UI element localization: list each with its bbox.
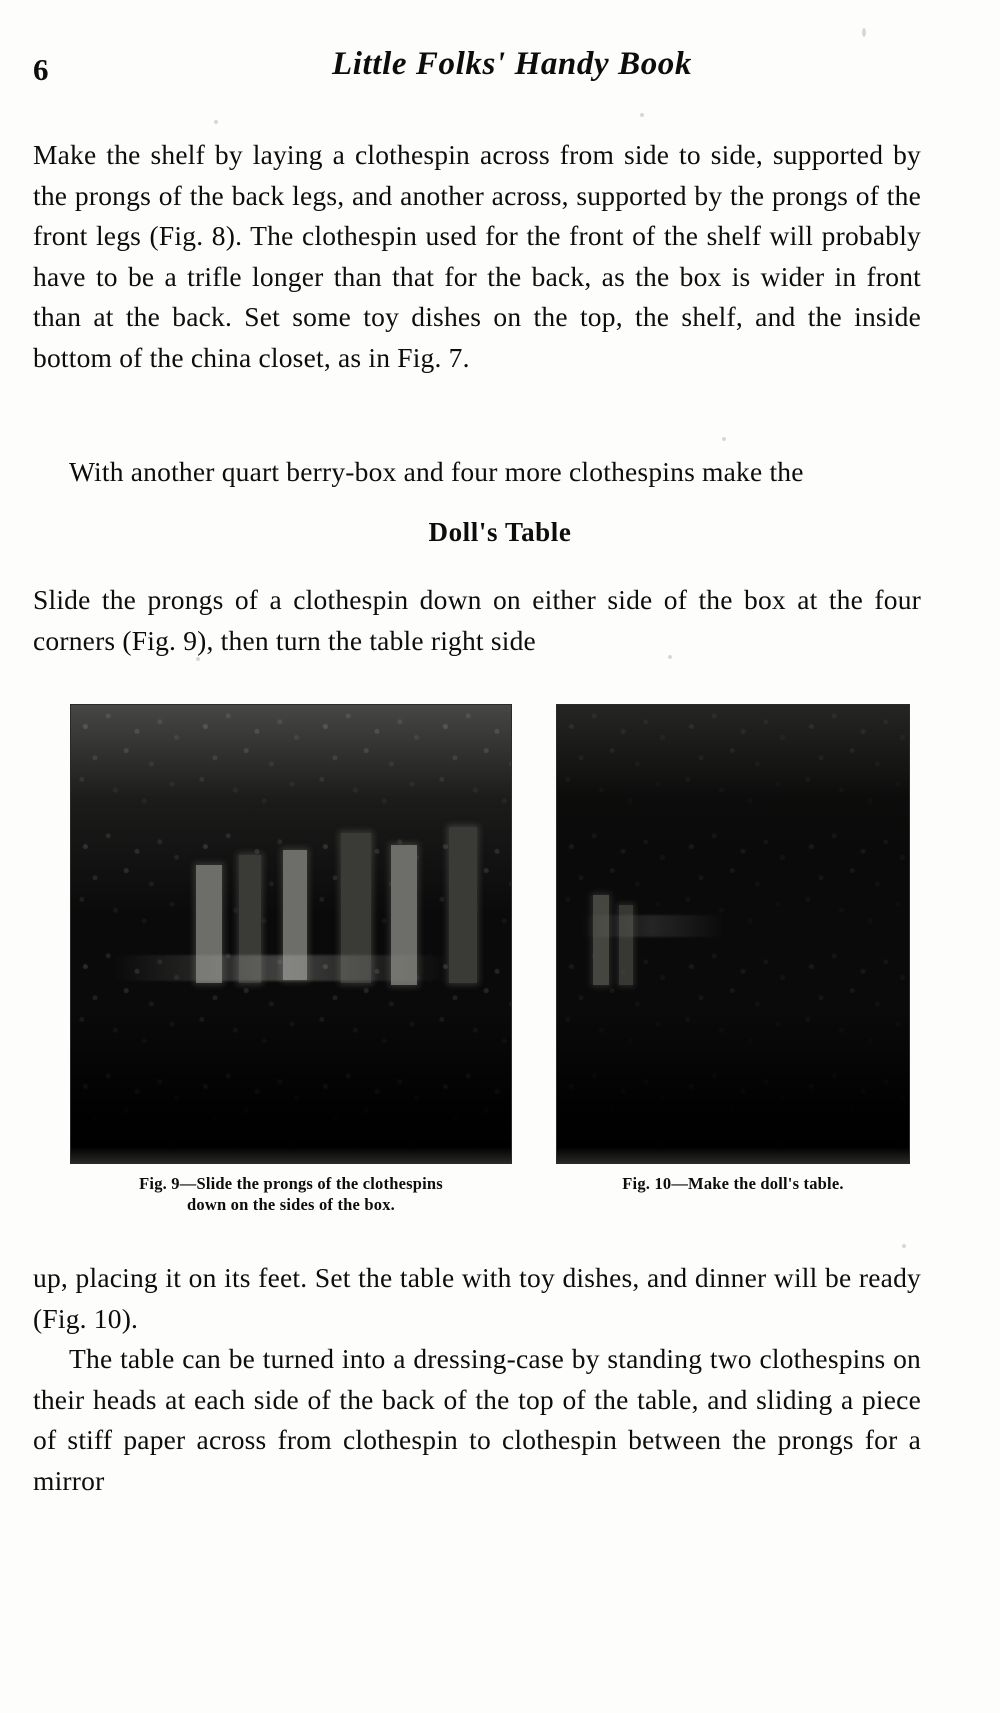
paragraph-4-line-group-1: up, placing it on its feet. Set the table with toy dishes, and dinner will be ready (Fig. 10). xyxy=(33,1262,921,1334)
figure-10-image xyxy=(556,704,910,1164)
figure-9-caption-line2: down on the sides of the box. xyxy=(187,1195,395,1214)
figure-10 xyxy=(556,704,910,1194)
running-head: Little Folks' Handy Book xyxy=(332,46,692,82)
page-header xyxy=(0,46,1000,100)
paper-speck xyxy=(196,657,200,661)
figure-9-image xyxy=(70,704,512,1164)
figure-10-caption-line1: Fig. 10—Make the doll's table. xyxy=(622,1174,844,1193)
paragraph-4 xyxy=(33,1258,921,1501)
page-number: 6 xyxy=(33,52,49,87)
figure-9-caption xyxy=(70,1173,512,1215)
photo-shadow xyxy=(557,1007,909,1163)
clothespin-shape xyxy=(449,827,477,983)
paper-speck xyxy=(902,1244,906,1248)
paper-speck xyxy=(722,437,726,441)
paragraph-4-line-group-2: The table can be turned into a dressing-case by standing two clothespins on their heads at each side of the back of the top of the table, and sliding a piece of stiff paper across from clothespin to clothespin between the prongs for a mirror xyxy=(33,1343,921,1496)
paragraph-1: Make the shelf by laying a clothespin across from side to side, supported by the prongs of the back legs, and another across, supported by the prongs of the front legs (Fig. 8). The clothespin used for the front of the shelf will probably have to be a trifle longer than that for the back, as the box is wider in front than at the back. Set some toy dishes on the top, the shelf, and the inside bottom of the china closet, as in Fig. 7. xyxy=(33,139,921,373)
figure-9-caption-line1: Fig. 9—Slide the prongs of the clothespins xyxy=(139,1174,443,1193)
figure-10-caption xyxy=(556,1173,910,1194)
photo-edge-dust xyxy=(71,1147,511,1163)
photo-shadow xyxy=(71,1007,511,1163)
figure-9 xyxy=(70,704,512,1215)
paper-speck xyxy=(214,120,218,124)
photo-sheen xyxy=(577,915,727,937)
clothespin-shape xyxy=(593,895,609,985)
photo-sheen xyxy=(111,955,451,981)
figure-row xyxy=(0,688,1000,1218)
paper-speck xyxy=(668,655,672,659)
paper-speck xyxy=(862,28,866,37)
section-subheading: Doll's Table xyxy=(428,517,572,547)
paper-speck xyxy=(640,113,644,117)
photo-edge-dust xyxy=(557,1147,909,1163)
paragraph-2: With another quart berry-box and four more clothespins make the xyxy=(69,456,804,487)
paragraph-3: Slide the prongs of a clothespin down on either side of the box at the four corners (Fig. 9), then turn the table right side xyxy=(33,584,921,656)
